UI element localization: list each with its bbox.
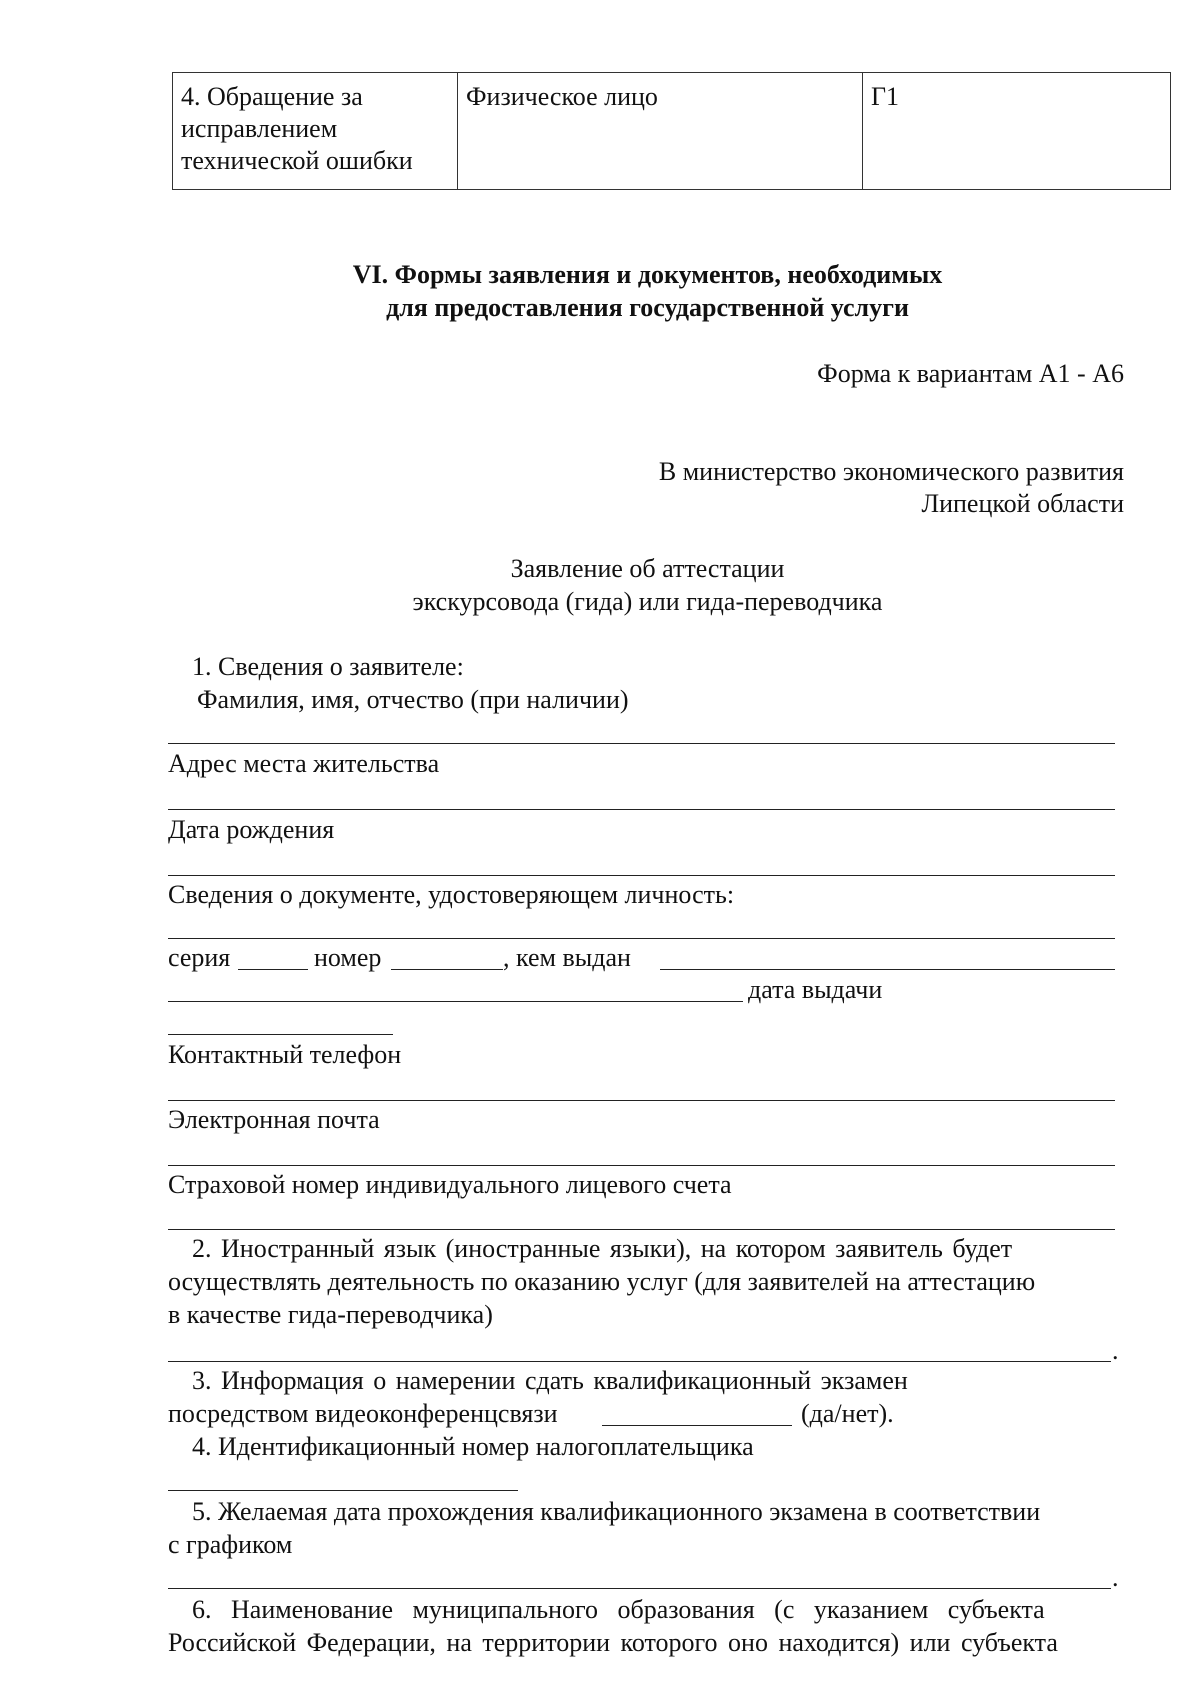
item4-text: 4. Идентификационный номер налогоплательщика (192, 1432, 754, 1461)
videoconference-answer-line (602, 1425, 792, 1426)
inn-line (168, 1490, 518, 1491)
table-cell-request: 4. Обращение за исправлением технической ошибки (173, 73, 458, 190)
issue-date-label: дата выдачи (748, 975, 883, 1004)
item6-line2: Российской Федерации, на территории которого оно находится) или субъекта (168, 1628, 1058, 1657)
addressee-line1: В министерство экономического развития (658, 457, 1124, 486)
email-line (168, 1165, 1115, 1166)
table-row (173, 73, 1171, 190)
birth-date-label: Дата рождения (168, 815, 335, 844)
item3-line2a: посредством видеоконференцсвязи (168, 1399, 558, 1428)
issued-by-blank (660, 969, 1115, 970)
snils-label: Страховой номер индивидуального лицевого счета (168, 1170, 732, 1199)
period-mark: . (1112, 1563, 1119, 1592)
item2-line1: 2. Иностранный язык (иностранные языки), на котором заявитель будет (192, 1234, 1013, 1263)
item2-line2: осуществлять деятельность по оказанию услуг (для заявителей на аттестацию (168, 1267, 1036, 1296)
issued-by-label: , кем выдан (503, 943, 631, 972)
address-line (168, 809, 1115, 810)
addressee-line2: Липецкой области (921, 489, 1124, 518)
exam-date-line (168, 1588, 1111, 1589)
id-document-label: Сведения о документе, удостоверяющем личность: (168, 880, 735, 909)
number-blank (391, 969, 503, 970)
section-title-line1: VI. Формы заявления и документов, необходимых (352, 260, 943, 289)
item6-line1: 6. Наименование муниципального образования (с указанием субъекта (192, 1595, 1045, 1624)
section-title-line2: для предоставления государственной услуги (386, 293, 909, 322)
series-label: серия (168, 943, 231, 972)
item3-line2b: (да/нет). (801, 1399, 894, 1428)
issue-date-blank (168, 1034, 393, 1035)
number-label: номер (314, 943, 382, 972)
item3-line1: 3. Информация о намерении сдать квалификационный экзамен (192, 1366, 908, 1395)
birth-date-line (168, 875, 1115, 876)
application-title-line1: Заявление об аттестации (510, 554, 785, 583)
period-mark: . (1112, 1336, 1119, 1365)
snils-line (168, 1229, 1115, 1230)
form-variant-label: Форма к вариантам А1 - А6 (817, 359, 1124, 388)
item2-line3: в качестве гида-переводчика) (168, 1300, 493, 1329)
id-document-line (168, 938, 1115, 939)
full-name-line (168, 743, 1115, 744)
email-label: Электронная почта (168, 1105, 380, 1134)
phone-label: Контактный телефон (168, 1040, 402, 1069)
item5-line1: 5. Желаемая дата прохождения квалификационного экзамена в соответствии (192, 1497, 1041, 1526)
item5-line2: с графиком (168, 1530, 293, 1559)
table-cell-applicant: Физическое лицо (458, 73, 863, 190)
application-title-line2: экскурсовода (гида) или гида-переводчика (412, 587, 883, 616)
series-blank (238, 969, 308, 970)
issued-by-blank-2 (168, 1001, 743, 1002)
foreign-language-line (168, 1361, 1111, 1362)
address-label: Адрес места жительства (168, 749, 440, 778)
table-cell-variant: Г1 (863, 73, 1171, 190)
applicant-info-heading: 1. Сведения о заявителе: (192, 652, 464, 681)
phone-line (168, 1100, 1115, 1101)
services-table (172, 72, 1171, 190)
full-name-label: Фамилия, имя, отчество (при наличии) (197, 685, 629, 714)
